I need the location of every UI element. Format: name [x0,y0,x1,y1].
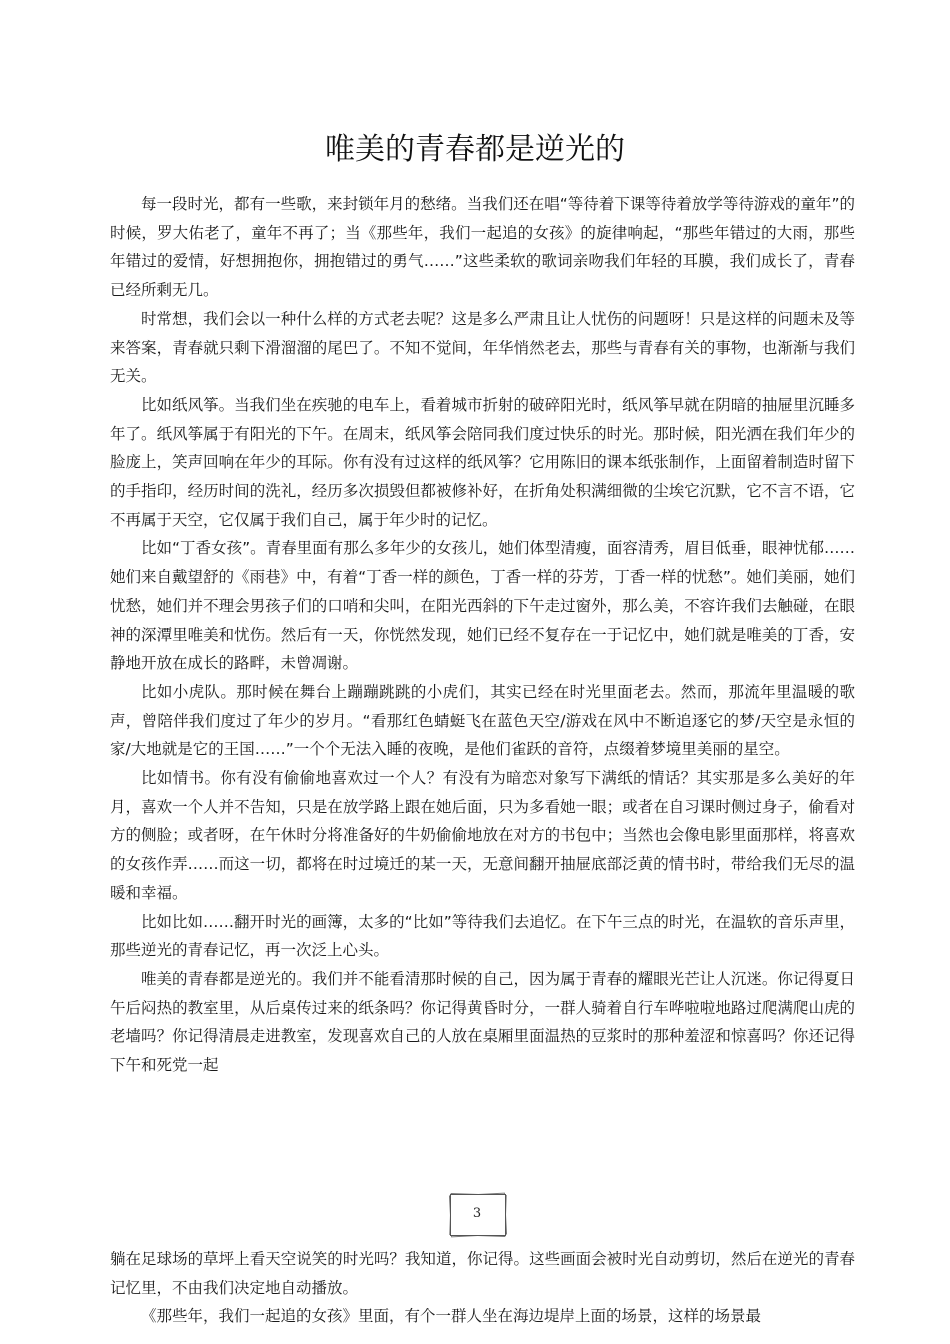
article-body [110,190,855,1080]
paragraph: 时常想，我们会以一种什么样的方式老去呢？这是多么严肃且让人忧伤的问题呀！只是这样的问题未及等来答案，青春就只剩下滑溜溜的尾巴了。不知不觉间，年华悄然老去，那些与青春有关的事物，也渐渐与我们无关。 [110,309,855,386]
continuation-paragraph: 躺在足球场的草坪上看天空说笑的时光吗？我知道，你记得。这些画面会被时光自动剪切，然后在逆光的青春记忆里，不由我们决定地自动播放。 [110,1250,855,1297]
page-number-badge [447,1190,507,1238]
paragraph: 比如小虎队。那时候在舞台上蹦蹦跳跳的小虎们，其实已经在时光里面老去。然而，那流年里温暖的歌声，曾陪伴我们度过了年少的岁月。“看那红色蜻蜓飞在蓝色天空/游戏在风中不断追逐它的梦/天空是永恒的家/大地就是它的王国……”一个个无法入睡的夜晚，是他们雀跃的音符，点缀着梦境里美丽的星空。 [110,682,855,759]
paragraph: 《那些年，我们一起追的女孩》里面，有个一群人坐在海边堤岸上面的场景，这样的场景最 [141,1307,762,1326]
paragraph: 每一段时光，都有一些歌，来封锁年月的愁绪。当我们还在唱“等待着下课等待着放学等待游戏的童年”的时候，罗大佑老了，童年不再了；当《那些年，我们一起追的女孩》的旋律响起，“那些年错过的大雨，那些年错过的爱情，好想拥抱你，拥抱错过的勇气……”这些柔软的歌词亲吻我们年轻的耳膜，我们成长了，青春已经所剩无几。 [110,195,855,300]
next-page-body [110,1245,855,1331]
paragraph: 比如纸风筝。当我们坐在疾驰的电车上，看着城市折射的破碎阳光时，纸风筝早就在阴暗的抽屉里沉睡多年了。纸风筝属于有阳光的下午。在周末，纸风筝会陪同我们度过快乐的时光。那时候，阳光洒在我们年少的脸庞上，笑声回响在年少的耳际。你有没有过这样的纸风筝？它用陈旧的课本纸张制作，上面留着制造时留下的手指印，经历时间的洗礼，经历多次损毁但都被修补好，在折角处积满细微的尘埃它沉默，它不言不语，它不再属于天空，它仅属于我们自己，属于年少时的记忆。 [110,395,855,529]
page-title: 唯美的青春都是逆光的 [325,132,625,167]
paragraph: 唯美的青春都是逆光的。我们并不能看清那时候的自己，因为属于青春的耀眼光芒让人沉迷。你记得夏日午后闷热的教室里，从后桌传过来的纸条吗？你记得黄昏时分，一群人骑着自行车哗啦啦地路过爬满爬山虎的老墙吗？你记得清晨走进教室，发现喜欢自己的人放在桌厢里面温热的豆浆时的那种羞涩和惊喜吗？你还记得下午和死党一起 [110,969,855,1075]
paragraph: 比如比如……翻开时光的画簿，太多的“比如”等待我们去追忆。在下午三点的时光，在温软的音乐声里，那些逆光的青春记忆，再一次泛上心头。 [110,912,855,960]
paragraph: 比如情书。你有没有偷偷地喜欢过一个人？有没有为暗恋对象写下满纸的情话？其实那是多么美好的年月，喜欢一个人并不告知，只是在放学路上跟在她后面，只为多看她一眼；或者在自习课时侧过身子，偷看对方的侧脸；或者呀，在午休时分将准备好的牛奶偷偷地放在对方的书包中；当然也会像电影里面那样，将喜欢的女孩作弄……而这一切，都将在时过境迁的某一天，无意间翻开抽屉底部泛黄的情书时，带给我们无尽的温暖和幸福。 [110,769,855,902]
paragraph: 比如“丁香女孩”。青春里面有那么多年少的女孩儿，她们体型清瘦，面容清秀，眉目低垂，眼神忧郁……她们来自戴望舒的《雨巷》中，有着“丁香一样的颜色，丁香一样的芬芳，丁香一样的忧愁”。她们美丽，她们忧愁，她们并不理会男孩子们的口哨和尖叫，在阳光西斜的下午走过窗外，那么美，不容许我们去触碰，在眼神的深潭里唯美和忧伤。然后有一天，你恍然发现，她们已经不复存在一于记忆中，她们就是唯美的丁香，安静地开放在成长的路畔，未曾凋谢。 [110,539,855,673]
page-number: 3 [472,1206,482,1221]
